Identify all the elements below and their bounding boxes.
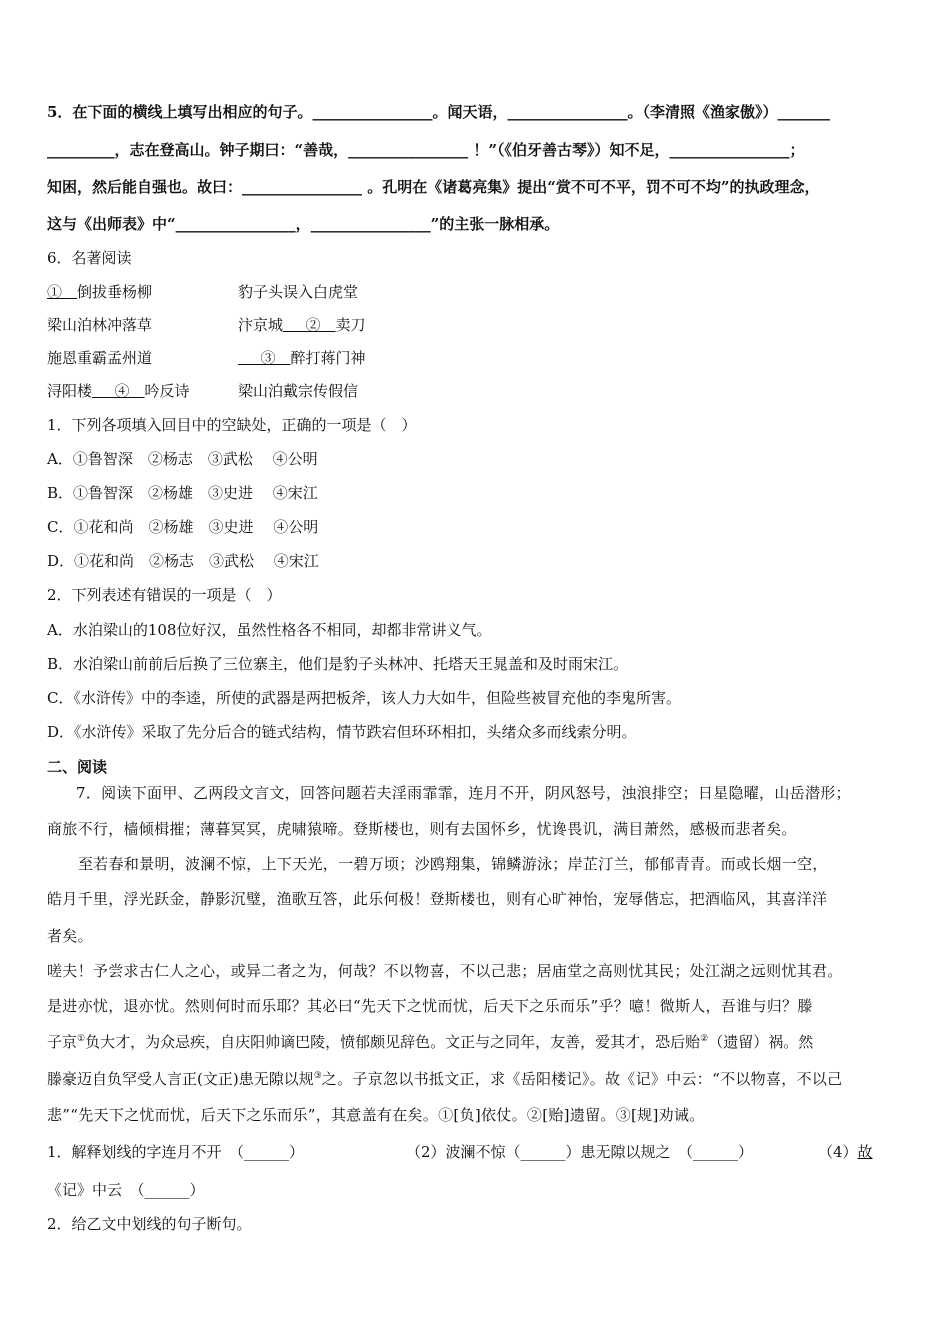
q7-p1-line-1: 7．阅读下面甲、乙两段文言文，回答问题若夫淫雨霏霏，连月不开，阴风怒号，浊浪排空；日星隐曜，山岳潜形；: [76, 784, 851, 802]
q5-line-4: 这与《出师表》中“________________，________________”的主张一脉相承。: [47, 215, 560, 233]
q7-sub1-part-a: 1．解释划线的字连月不开 （______）: [47, 1143, 305, 1161]
q5-line-3: 知困，然后能自强也。故曰：________________ 。孔明在《诸葛亮集》提出“赏不可不平，罚不可不均”的执政理念，: [47, 178, 820, 196]
q7-p3-line-2: 是进亦忧，退亦忧。然则何时而乐耶？其必曰“先天下之忧而忧，后天下之乐而乐”乎？噫！微斯人，吾谁与归？滕: [47, 997, 813, 1015]
q6-sub1-option-d: D．①花和尚 ②杨志 ③武松 ④宋江: [47, 552, 319, 570]
chapter-1-right: 豹子头误入白虎堂: [238, 283, 359, 301]
q6-sub1-question: 1．下列各项填入回目中的空缺处，正确的一项是（ ）: [47, 416, 417, 434]
q6-sub1-option-a: A．①鲁智深 ②杨志 ③武松 ④公明: [47, 450, 318, 468]
q7-p1-line-2: 商旅不行，樯倾楫摧；薄暮冥冥，虎啸猿啼。登斯楼也，则有去国怀乡，忧谗畏讥，满目萧然，感极而悲者矣。: [47, 820, 797, 838]
chapter-3-right: ③ 醉打蒋门神: [260, 349, 366, 367]
chapter-4-right: 梁山泊戴宗传假信: [238, 382, 359, 400]
q6-sub2-option-d: D．《水浒传》采取了先分后合的链式结构，情节跌宕但环环相扣，头绪众多而线索分明。: [47, 723, 637, 741]
q7-sub1-part-d: 《记》中云 （______）: [47, 1181, 205, 1199]
q7-p2-line-1: 至若春和景明，波澜不惊，上下天光，一碧万顷；沙鸥翔集，锦鳞游泳；岸芷汀兰，郁郁青青。而或长烟一空，: [78, 855, 828, 873]
q7-p2-line-3: 者矣。: [47, 927, 93, 945]
q7-sub1-part-c: （4）故: [818, 1143, 873, 1161]
q7-p3-line-4: 滕豪迈自负罕受人言正(文正)患无隙以规③之。子京忽以书抵文正，求《岳阳楼记》。故《记》中云：“不以物喜，不以己: [47, 1070, 843, 1088]
q7-sub1-part-b: （2）波澜不惊（______）患无隙以规之 （______）: [406, 1143, 754, 1161]
q6-heading: 6．名著阅读: [47, 249, 132, 267]
q7-p3-line-3: 子京①负大才，为众忌疾，自庆阳帅谪巴陵，愤郁颇见辞色。文正与之同年，友善，爱其才，恐后贻②（遗留）祸。然: [47, 1033, 814, 1051]
chapter-4-left: 浔阳楼 ④ 吟反诗: [47, 382, 190, 400]
chapter-blank-4: ④: [114, 382, 130, 400]
q6-sub2-question: 2．下列表述有错误的一项是（ ）: [47, 586, 282, 604]
chapter-3-left: 施恩重霸孟州道: [47, 349, 153, 367]
chapter-2-right: 汴京城 ② 卖刀: [238, 316, 366, 334]
q6-sub1-option-c: C．①花和尚 ②杨雄 ③史进 ④公明: [47, 518, 319, 536]
section-heading: 二、阅读: [47, 758, 108, 776]
q7-p2-line-2: 皓月千里，浮光跃金，静影沉璧，渔歌互答，此乐何极！登斯楼也，则有心旷神怡，宠辱偕忘，把酒临风，其喜洋洋: [47, 890, 828, 908]
q6-sub2-option-b: B．水泊梁山前前后后换了三位寨主，他们是豹子头林冲、托塔天王晁盖和及时雨宋江。: [47, 655, 629, 673]
q6-sub1-option-b: B．①鲁智深 ②杨雄 ③史进 ④宋江: [47, 484, 318, 502]
footnote-1-marker: ①: [77, 1034, 86, 1044]
q5-line-2: _________，志在登高山。钟子期曰：“善哉，________________ ！”（《伯牙善古琴》）知不足，________________；: [47, 141, 805, 159]
q7-p3-line-1: 嗟夫！予尝求古仁人之心，或异二者之为，何哉？不以物喜，不以己悲；居庙堂之高则忧其民；处江湖之远则忧其君。: [47, 962, 843, 980]
q5-line-1: 5．在下面的横线上填写出相应的句子。________________。闻天语，________________。（李清照《渔家傲》）_______: [47, 103, 830, 121]
chapter-1-left: ① 倒拔垂杨柳: [47, 283, 153, 301]
footnote-2-marker: ②: [700, 1034, 709, 1044]
q7-sub2: 2．给乙文中划线的句子断句。: [47, 1215, 252, 1233]
q6-sub2-option-c: C．《水浒传》中的李逵，所使的武器是两把板斧，该人力大如牛，但险些被冒充他的李鬼所害。: [47, 689, 681, 707]
chapter-blank-3: ③: [260, 349, 276, 367]
q7-p3-line-5: 悲”“先天下之忧而忧，后天下之乐而乐”，其意盖有在矣。①[负]依仗。②[贻]遗留。③[规]劝诫。: [47, 1106, 705, 1124]
chapter-blank-2: ②: [305, 316, 321, 334]
footnote-3-marker: ③: [313, 1071, 322, 1081]
chapter-blank-1: ①: [47, 283, 63, 301]
q6-sub2-option-a: A．水泊梁山的108位好汉，虽然性格各不相同，却都非常讲义气。: [47, 621, 492, 639]
chapter-2-left: 梁山泊林冲落草: [47, 316, 153, 334]
